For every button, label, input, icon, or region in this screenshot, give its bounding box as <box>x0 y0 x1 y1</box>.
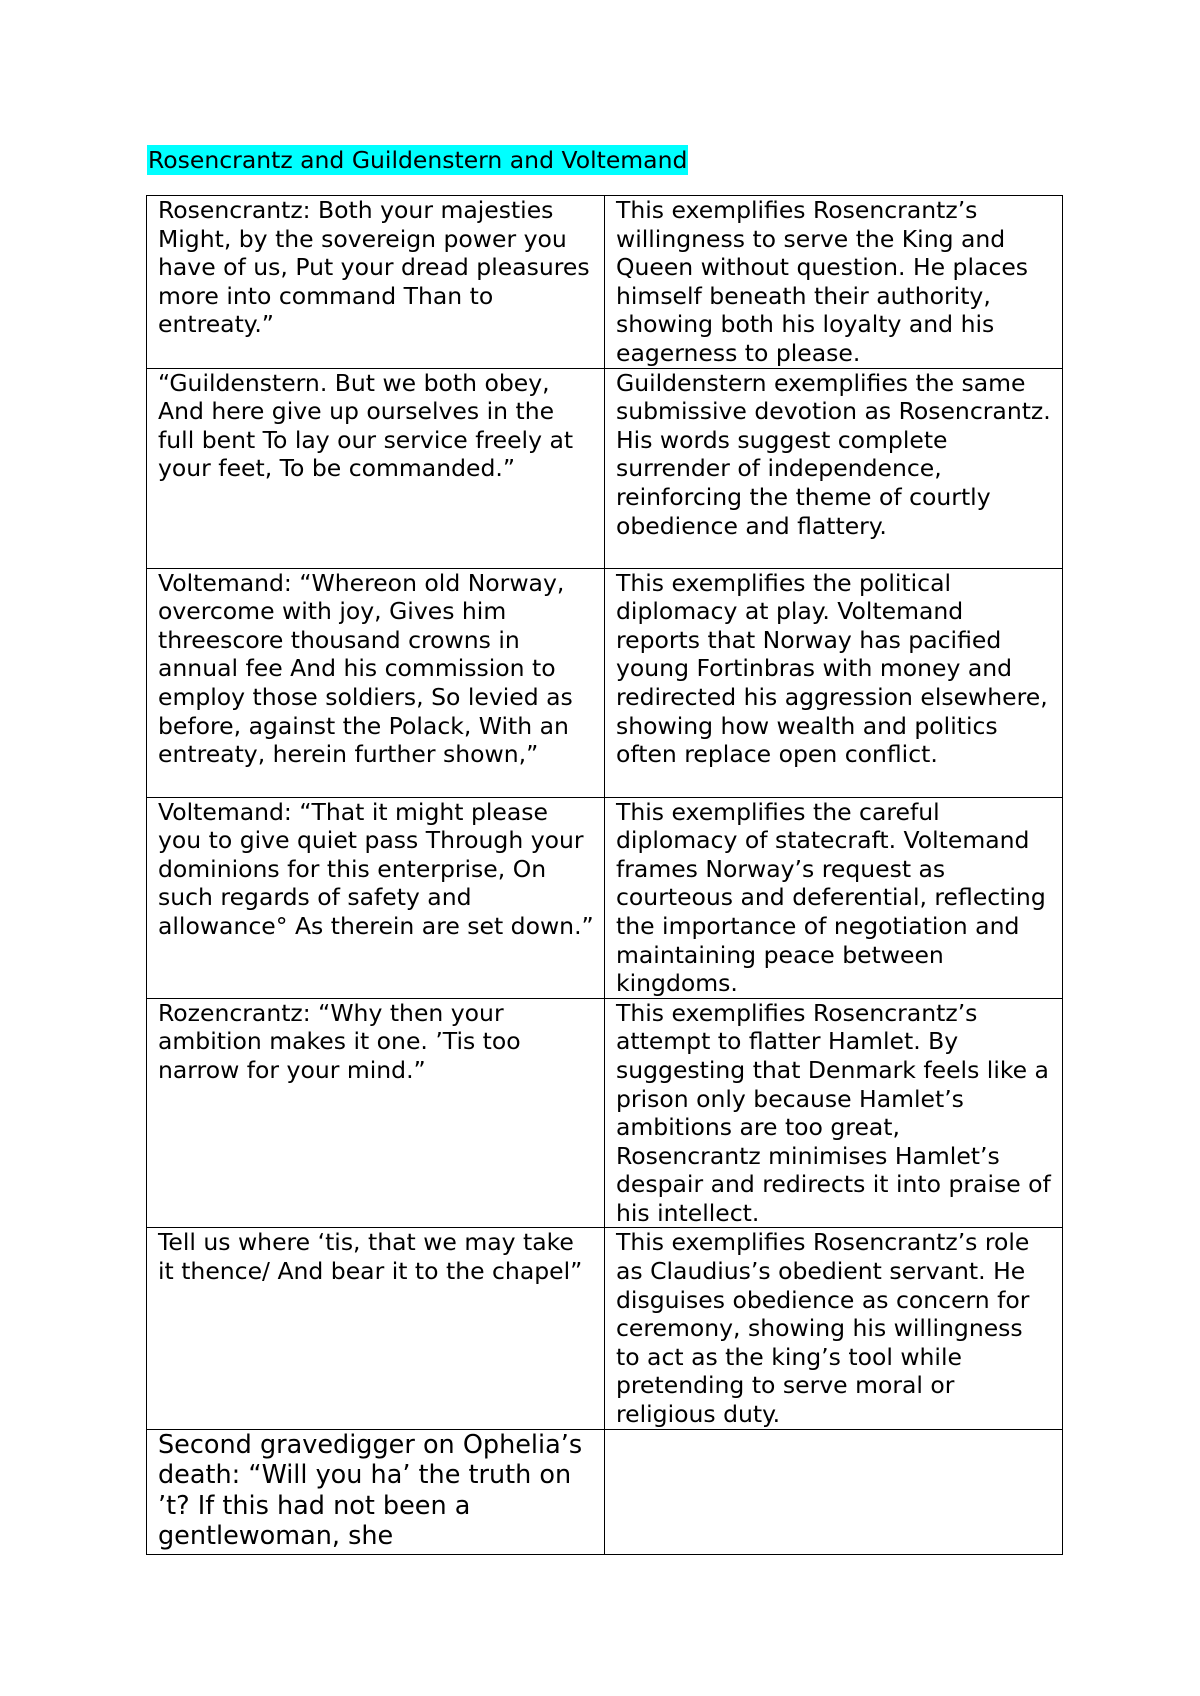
table-row <box>147 1228 1063 1429</box>
table-row <box>147 368 1063 568</box>
table-row <box>147 1429 1063 1554</box>
quote-cell: Tell us where ‘tis, that we may take it thence/ And bear it to the chapel” <box>147 1228 605 1429</box>
table-row <box>147 998 1063 1228</box>
analysis-cell: This exemplifies Rosencrantz’s attempt to flatter Hamlet. By suggesting that Denmark feels like a prison only because Hamlet’s ambitions are too great, Rosencrantz minimises Hamlet’s despair and redirects it into praise of his intellect. <box>605 998 1063 1228</box>
quote-cell: Rosencrantz: Both your majesties Might, by the sovereign power you have of us, Put your dread pleasures more into command Than to entreaty.” <box>147 196 605 369</box>
quote-analysis-table <box>146 195 1063 1555</box>
analysis-cell <box>605 1429 1063 1554</box>
quote-cell: Second gravedigger on Ophelia’s death: “Will you ha’ the truth on ’t? If this had not been a gentlewoman, she <box>147 1429 605 1554</box>
quote-cell: Rozencrantz: “Why then your ambition makes it one. ’Tis too narrow for your mind.” <box>147 998 605 1228</box>
quote-cell: Voltemand: “That it might please you to give quiet pass Through your dominions for this enterprise, On such regards of safety and allowance° As therein are set down.” <box>147 797 605 998</box>
quote-cell: Voltemand: “Whereon old Norway, overcome with joy, Gives him threescore thousand crowns in annual fee And his commission to employ those soldiers, So levied as before, against the Polack, With an entreaty, herein further shown,” <box>147 568 605 797</box>
quote-cell: “Guildenstern. But we both obey, And here give up ourselves in the full bent To lay our service freely at your feet, To be commanded.” <box>147 368 605 568</box>
table-row <box>147 568 1063 797</box>
analysis-cell: This exemplifies the political diplomacy at play. Voltemand reports that Norway has pacified young Fortinbras with money and redirected his aggression elsewhere, showing how wealth and politics often replace open conflict. <box>605 568 1063 797</box>
analysis-cell: Guildenstern exemplifies the same submissive devotion as Rosencrantz. His words suggest complete surrender of independence, reinforcing the theme of courtly obedience and flattery. <box>605 368 1063 568</box>
page-title: Rosencrantz and Guildenstern and Voltemand <box>148 146 688 174</box>
analysis-cell: This exemplifies the careful diplomacy of statecraft. Voltemand frames Norway’s request as courteous and deferential, reflecting the importance of negotiation and maintaining peace between kingdoms. <box>605 797 1063 998</box>
analysis-cell: This exemplifies Rosencrantz’s role as Claudius’s obedient servant. He disguises obedience as concern for ceremony, showing his willingness to act as the king’s tool while pretending to serve moral or religious duty. <box>605 1228 1063 1429</box>
table-row <box>147 797 1063 998</box>
table-row <box>147 196 1063 369</box>
analysis-cell: This exemplifies Rosencrantz’s willingness to serve the King and Queen without question. He places himself beneath their authority, showing both his loyalty and his eagerness to please. <box>605 196 1063 369</box>
